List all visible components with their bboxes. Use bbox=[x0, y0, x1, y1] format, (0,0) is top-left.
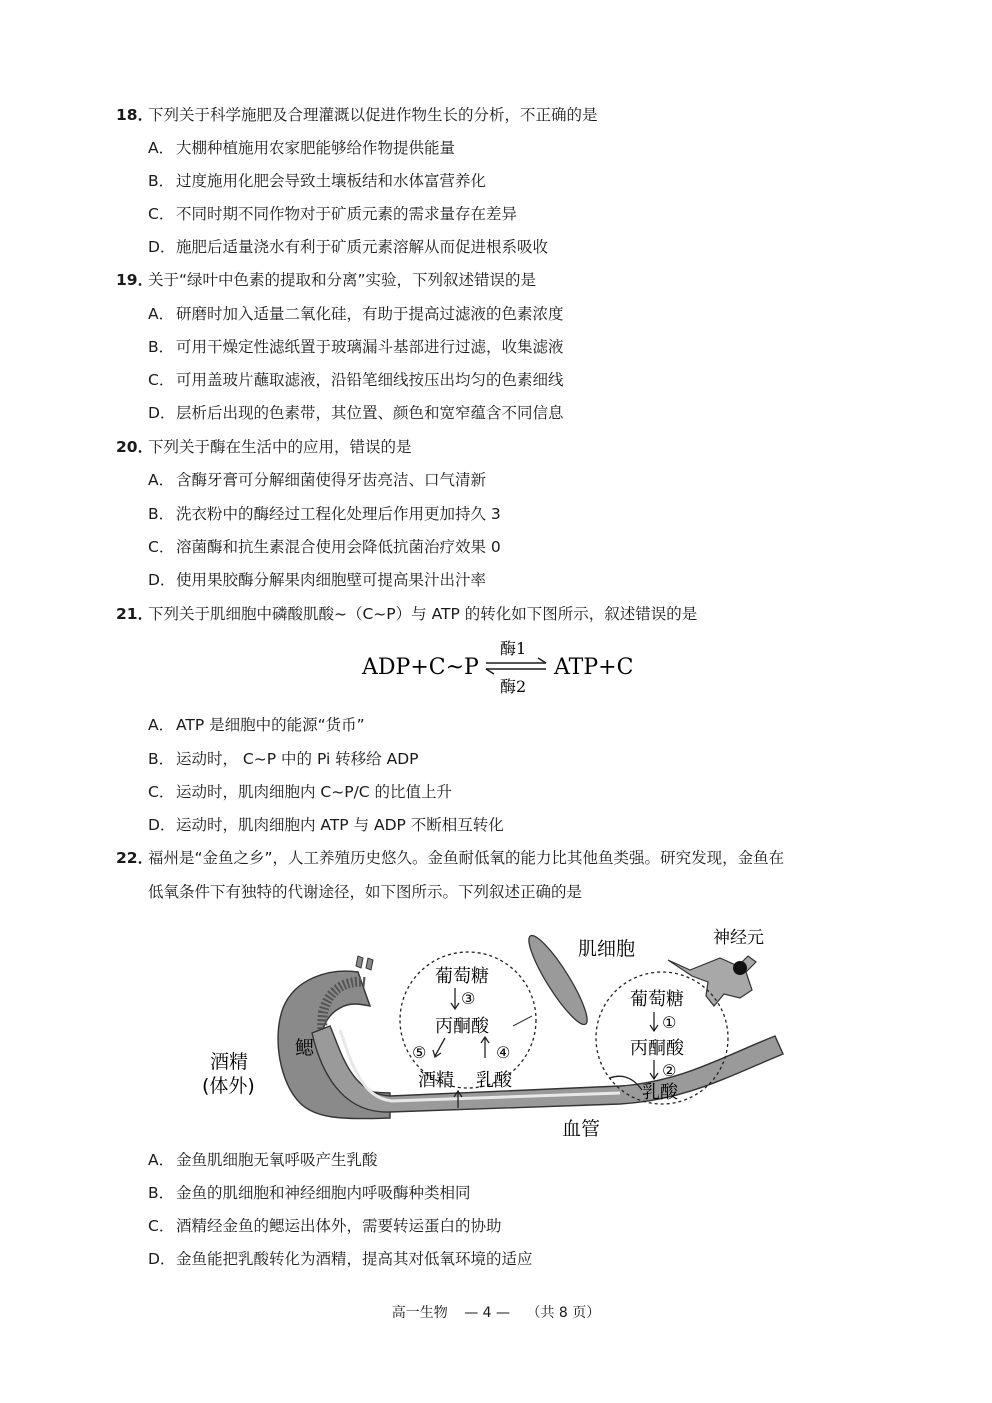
svg-text:丙酮酸: 丙酮酸 bbox=[630, 1038, 684, 1059]
goldfish-metabolism-diagram bbox=[180, 908, 800, 1138]
option-d: D．运动时，肌肉细胞内 ATP 与 ADP 不断相互转化 bbox=[148, 816, 504, 834]
neuron-label: 神经元 bbox=[713, 928, 764, 948]
option-c: C． 酒精经金鱼的鳃运出体外，需要转运蛋白的协助 bbox=[148, 1217, 502, 1235]
option-c: C． 运动时，肌肉细胞内 C~P/C 的比值上升 bbox=[148, 783, 453, 801]
option-d: D．使用果胶酶分解果肉细胞壁可提高果汁出汁率 bbox=[148, 571, 487, 589]
alcohol-out-label: 酒精 bbox=[210, 1051, 249, 1073]
option-c: C． 不同时期不同作物对于矿质元素的需求量存在差异 bbox=[148, 205, 518, 223]
option-d: D．金鱼能把乳酸转化为酒精，提高其对低氧环境的适应 bbox=[148, 1250, 533, 1268]
option-d: D．施肥后适量浇水有利于矿质元素溶解从而促进根系吸收 bbox=[148, 238, 549, 256]
gill-label: 鳃 bbox=[295, 1037, 315, 1059]
svg-text:②: ② bbox=[662, 1061, 677, 1080]
svg-text:③: ③ bbox=[461, 989, 476, 1008]
question-18 bbox=[116, 105, 598, 125]
blood-vessel-label: 血管 bbox=[562, 1118, 601, 1138]
svg-text:乳酸: 乳酸 bbox=[642, 1082, 678, 1103]
option-b: B． 过度施用化肥会导致土壤板结和水体富营养化 bbox=[148, 172, 487, 190]
muscle-cell-label: 肌细胞 bbox=[578, 938, 636, 960]
question-22: 22．福州是“金鱼之乡”，人工养殖历史悠久。金鱼耐低氧的能力比其他鱼类强。研究发现，金鱼在 bbox=[116, 849, 785, 867]
footer-subject: 高一生物 bbox=[391, 1305, 448, 1321]
option-a: A． 金鱼肌细胞无氧呼吸产生乳酸 bbox=[148, 1151, 378, 1169]
reversible-arrow-icon bbox=[486, 658, 546, 674]
atp-equation bbox=[360, 638, 670, 698]
svg-text:酒精: 酒精 bbox=[418, 1070, 454, 1091]
option-a: A． 含酶牙膏可分解细菌使得牙齿亮洁、口气清新 bbox=[148, 471, 487, 489]
option-a: A． 大棚种植施用农家肥能够给作物提供能量 bbox=[148, 139, 456, 157]
svg-text:丙酮酸: 丙酮酸 bbox=[435, 1016, 489, 1037]
option-b: B． 金鱼的肌细胞和神经细胞内呼吸酶种类相同 bbox=[148, 1184, 471, 1202]
option-c: C． 溶菌酶和抗生素混合使用会降低抗菌治疗效果 0 bbox=[148, 538, 501, 556]
question-20: 20．下列关于酶在生活中的应用，错误的是 bbox=[116, 438, 412, 456]
enzyme-2-label: 酶2 bbox=[500, 677, 527, 696]
question-number: 18． bbox=[116, 106, 154, 124]
footer-total: （共 8 页） bbox=[526, 1305, 601, 1321]
outside-label: (体外) bbox=[202, 1075, 255, 1097]
option-d: D．层析后出现的色素带，其位置、颜色和宽窄蕴含不同信息 bbox=[148, 404, 564, 422]
svg-text:⑤: ⑤ bbox=[412, 1043, 427, 1062]
question-stem-continued: 低氧条件下有独特的代谢途径，如下图所示。下列叙述正确的是 bbox=[148, 883, 583, 901]
option-a: A． ATP 是细胞中的能源“货币” bbox=[148, 716, 365, 734]
svg-text:乳酸: 乳酸 bbox=[476, 1070, 512, 1091]
svg-text:①: ① bbox=[662, 1013, 677, 1032]
question-19: 19．关于“绿叶中色素的提取和分离”实验，下列叙述错误的是 bbox=[116, 271, 537, 289]
option-b: B． 可用干燥定性滤纸置于玻璃漏斗基部进行过滤，收集滤液 bbox=[148, 338, 564, 356]
option-a: A． 研磨时加入适量二氧化硅，有助于提高过滤液的色素浓度 bbox=[148, 305, 564, 323]
svg-text:葡萄糖: 葡萄糖 bbox=[435, 966, 489, 987]
question-stem: 下列关于科学施肥及合理灌溉以促进作物生长的分析，不正确的是 bbox=[148, 106, 598, 124]
svg-text:葡萄糖: 葡萄糖 bbox=[630, 989, 684, 1010]
page-footer bbox=[0, 1302, 992, 1322]
option-c: C． 可用盖玻片蘸取滤液，沿铅笔细线按压出均匀的色素细线 bbox=[148, 371, 564, 389]
equation-right: ATP+C bbox=[554, 655, 634, 680]
question-21: 21．下列关于肌细胞中磷酸肌酸~（C~P）与 ATP 的转化如下图所示，叙述错误的是 bbox=[116, 605, 698, 623]
equation-left: ADP+C~P bbox=[362, 655, 479, 680]
enzyme-1-label: 酶1 bbox=[500, 639, 527, 658]
footer-page: — 4 — bbox=[464, 1305, 510, 1321]
option-b: B． 运动时， C~P 中的 Pi 转移给 ADP bbox=[148, 750, 419, 768]
option-b: B． 洗衣粉中的酶经过工程化处理后作用更加持久 3 bbox=[148, 505, 501, 523]
svg-text:④: ④ bbox=[496, 1043, 511, 1062]
